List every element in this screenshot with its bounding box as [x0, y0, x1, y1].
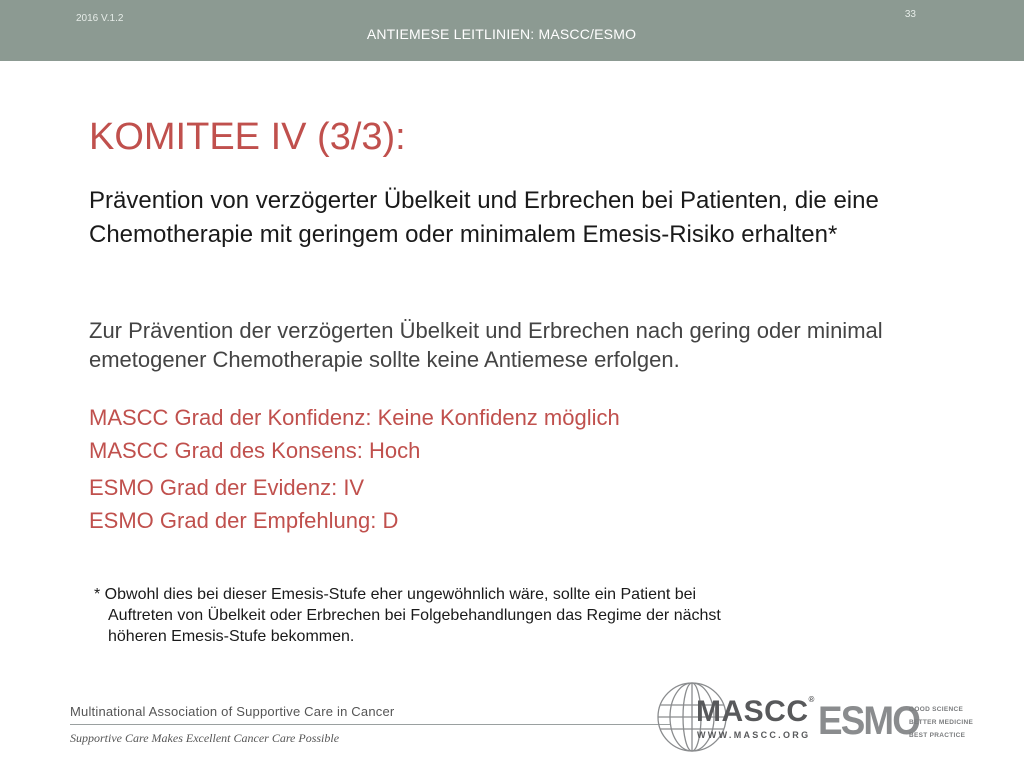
footnote-line: höheren Emesis-Stufe bekommen. [108, 628, 355, 645]
mascc-confidence-grade: MASCC Grad der Konfidenz: Keine Konfidenz möglich [89, 405, 620, 430]
slide-title: KOMITEE IV (3/3): [89, 116, 406, 158]
slide-subtitle: Prävention von verzögerter Übelkeit und Erbrechen bei Patienten, die eine Chemotherapie mit geringem oder minimalem Emesis-Risiko erhalten* [89, 187, 879, 248]
header-title: ANTIEMESE LEITLINIEN: MASCC/ESMO [366, 26, 637, 42]
esmo-evidence-grade: ESMO Grad der Evidenz: IV [89, 475, 365, 500]
footer-tagline: Supportive Care Makes Excellent Cancer Care Possible [70, 731, 340, 745]
mascc-consensus-grade: MASCC Grad des Konsens: Hoch [89, 438, 421, 463]
page-number: 33 [904, 9, 916, 20]
esmo-tagline: GOOD SCIENCE BETTER MEDICINE BEST PRACTICE [909, 706, 974, 739]
footer-organization: Multinational Association of Supportive Care in Cancer [70, 704, 395, 719]
footnote-line: Auftreten von Übelkeit oder Erbrechen bei Folgebehandlungen das Regime der nächst [108, 607, 721, 624]
recommendation-text: Zur Prävention der verzögerten Übelkeit und Erbrechen nach gering oder minimal emetogener Chemotherapie sollte keine Antiemese erfolgen. [89, 318, 883, 372]
footnote-line: * Obwohl dies bei dieser Emesis-Stufe eher ungewöhnlich wäre, sollte ein Patient bei [94, 586, 697, 603]
mascc-url: WWW.MASCC.ORG [697, 730, 811, 740]
mascc-logo: MASCC® [696, 695, 815, 728]
footer-divider [70, 724, 670, 725]
esmo-recommendation-grade: ESMO Grad der Empfehlung: D [89, 508, 399, 533]
footnote [94, 584, 894, 647]
version-label: 2016 V.1.2 [76, 13, 124, 24]
esmo-logo: ESMO [818, 699, 920, 743]
slide-header [0, 0, 1024, 61]
